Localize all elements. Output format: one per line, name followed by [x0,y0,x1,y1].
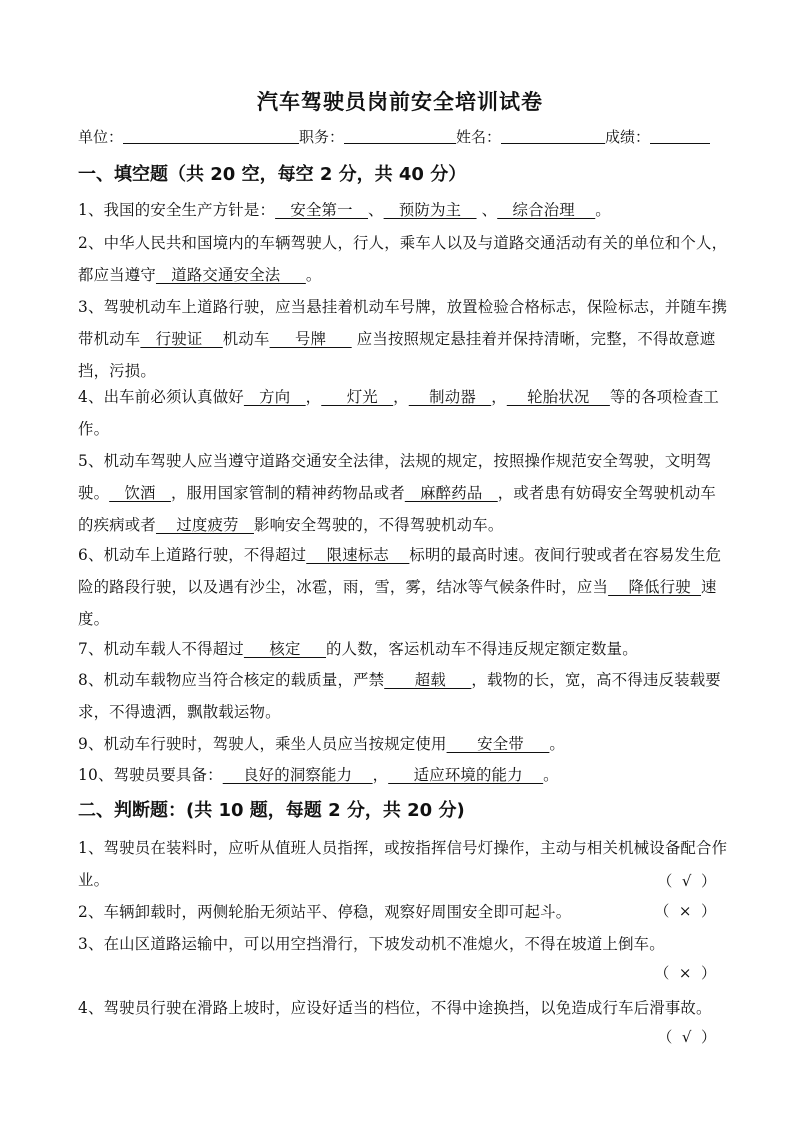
answer-blank: 限速标志 [306,546,410,564]
answer-blank: 超载 [384,671,472,689]
fill-question-8: 8、机动车载物应当符合核定的载质量，严禁 超载 ，载物的长，宽，高不得违反装载要求，不得遗洒，飘散载运物。 [78,671,721,721]
answer-blank: 适应环境的能力 [388,766,544,784]
position-field[interactable] [344,127,456,144]
judge-answer-2: （ × ） [654,902,716,920]
fill-question-2: 2、中华人民共和国境内的车辆驾驶人，行人，乘车人以及与道路交通活动有关的单位和个人，都应当遵守 道路交通安全法 。 [78,234,728,284]
answer-blank: 麻醉药品 [404,484,498,502]
name-field[interactable] [501,127,605,144]
fill-question-4: 4、出车前必须认真做好 方向 ， 灯光 ， 制动器 ， 轮胎状况 等的各项检查工作。 [78,388,720,438]
answer-blank: 综合治理 [497,201,596,219]
answer-blank: 安全第一 [275,201,369,219]
fill-question-6: 6、机动车上道路行驶，不得超过 限速标志 标明的最高时速。夜间行驶或者在容易发生危险的路段行驶，以及遇有沙尘，冰雹，雨，雪，雾，结冰等气候条件时，应当 降低行驶 速度。 [78,546,722,628]
answer-blank: 良好的洞察能力 [222,766,373,784]
fill-question-10: 10、驾驶员要具备： 良好的洞察能力 ， 适应环境的能力 。 [78,766,559,784]
answer-blank: 道路交通安全法 [155,266,306,284]
answer-blank: 饮酒 [109,484,171,502]
unit-field[interactable] [123,127,299,144]
judge-question-4: 4、驾驶员行驶在滑路上坡时，应设好适当的档位，不得中途换挡，以免造成行车后滑事故。 [78,999,712,1017]
answer-blank: 灯光 [321,388,394,406]
fill-question-7: 7、机动车载人不得超过 核定 的人数，客运机动车不得违反规定额定数量。 [78,640,638,658]
fill-question-9: 9、机动车行驶时，驾驶人，乘坐人员应当按规定使用 安全带 。 [78,735,565,753]
judge-question-3: 3、在山区道路运输中，可以用空挡滑行，下坡发动机不准熄火，不得在坡道上倒车。 [78,935,665,953]
judge-answer-1: （ √ ） [657,872,716,890]
position-label: 职务： [299,128,345,146]
section-true-false-heading: 二、判断题：(共 10 题，每题 2 分，共 20 分) [78,800,465,821]
judge-question-1: 1、驾驶员在装料时，应听从值班人员指挥，或按指挥信号灯操作，主动与相关机械设备配合作业。 [78,839,728,889]
judge-answer-4: （ √ ） [657,1028,716,1046]
section-fill-in-heading: 一、填空题（共 20 空，每空 2 分，共 40 分） [78,164,467,185]
unit-label: 单位： [78,128,124,146]
answer-blank: 核定 [243,640,327,658]
fill-question-3: 3、驾驶机动车上道路行驶，应当悬挂着机动车号牌，放置检验合格标志，保险标志，并随车携带机动车 行驶证 机动车 号牌 应当按照规定悬挂着并保持清晰，完整，不得故意遮挡，污损。 [78,298,728,380]
answer-blank: 制动器 [408,388,492,406]
score-field[interactable] [650,127,710,144]
exam-title: 汽车驾驶员岗前安全培训试卷 [257,90,543,114]
candidate-info-row [78,126,728,148]
answer-blank: 过度疲劳 [155,516,254,534]
judge-answer-3: （ × ） [654,964,716,982]
answer-blank: 行驶证 [140,330,223,348]
answer-blank: 安全带 [446,735,550,753]
answer-blank: 降低行驶 [608,578,702,596]
answer-blank: 预防为主 [383,201,477,219]
score-label: 成绩： [605,128,651,146]
fill-question-5: 5、机动车驾驶人应当遵守道路交通安全法律，法规的规定，按照操作规范安全驾驶，文明驾驶。 饮酒 ，服用国家管制的精神药物品或者 麻醉药品 ，或者患有妨碍安全驾驶机动车的疾病或者 过度疲劳 影响安全驾驶的，不得驾驶机动车。 [78,452,717,534]
judge-question-2: 2、车辆卸载时，两侧轮胎无须站平、停稳，观察好周围安全即可起斗。 [78,903,572,921]
name-label: 姓名： [456,128,502,146]
fill-question-1: 1、我国的安全生产方针是： 安全第一 、 预防为主 、 综合治理 。 [78,201,611,219]
answer-blank: 号牌 [269,330,352,348]
answer-blank: 轮胎状况 [506,388,610,406]
answer-blank: 方向 [243,388,306,406]
